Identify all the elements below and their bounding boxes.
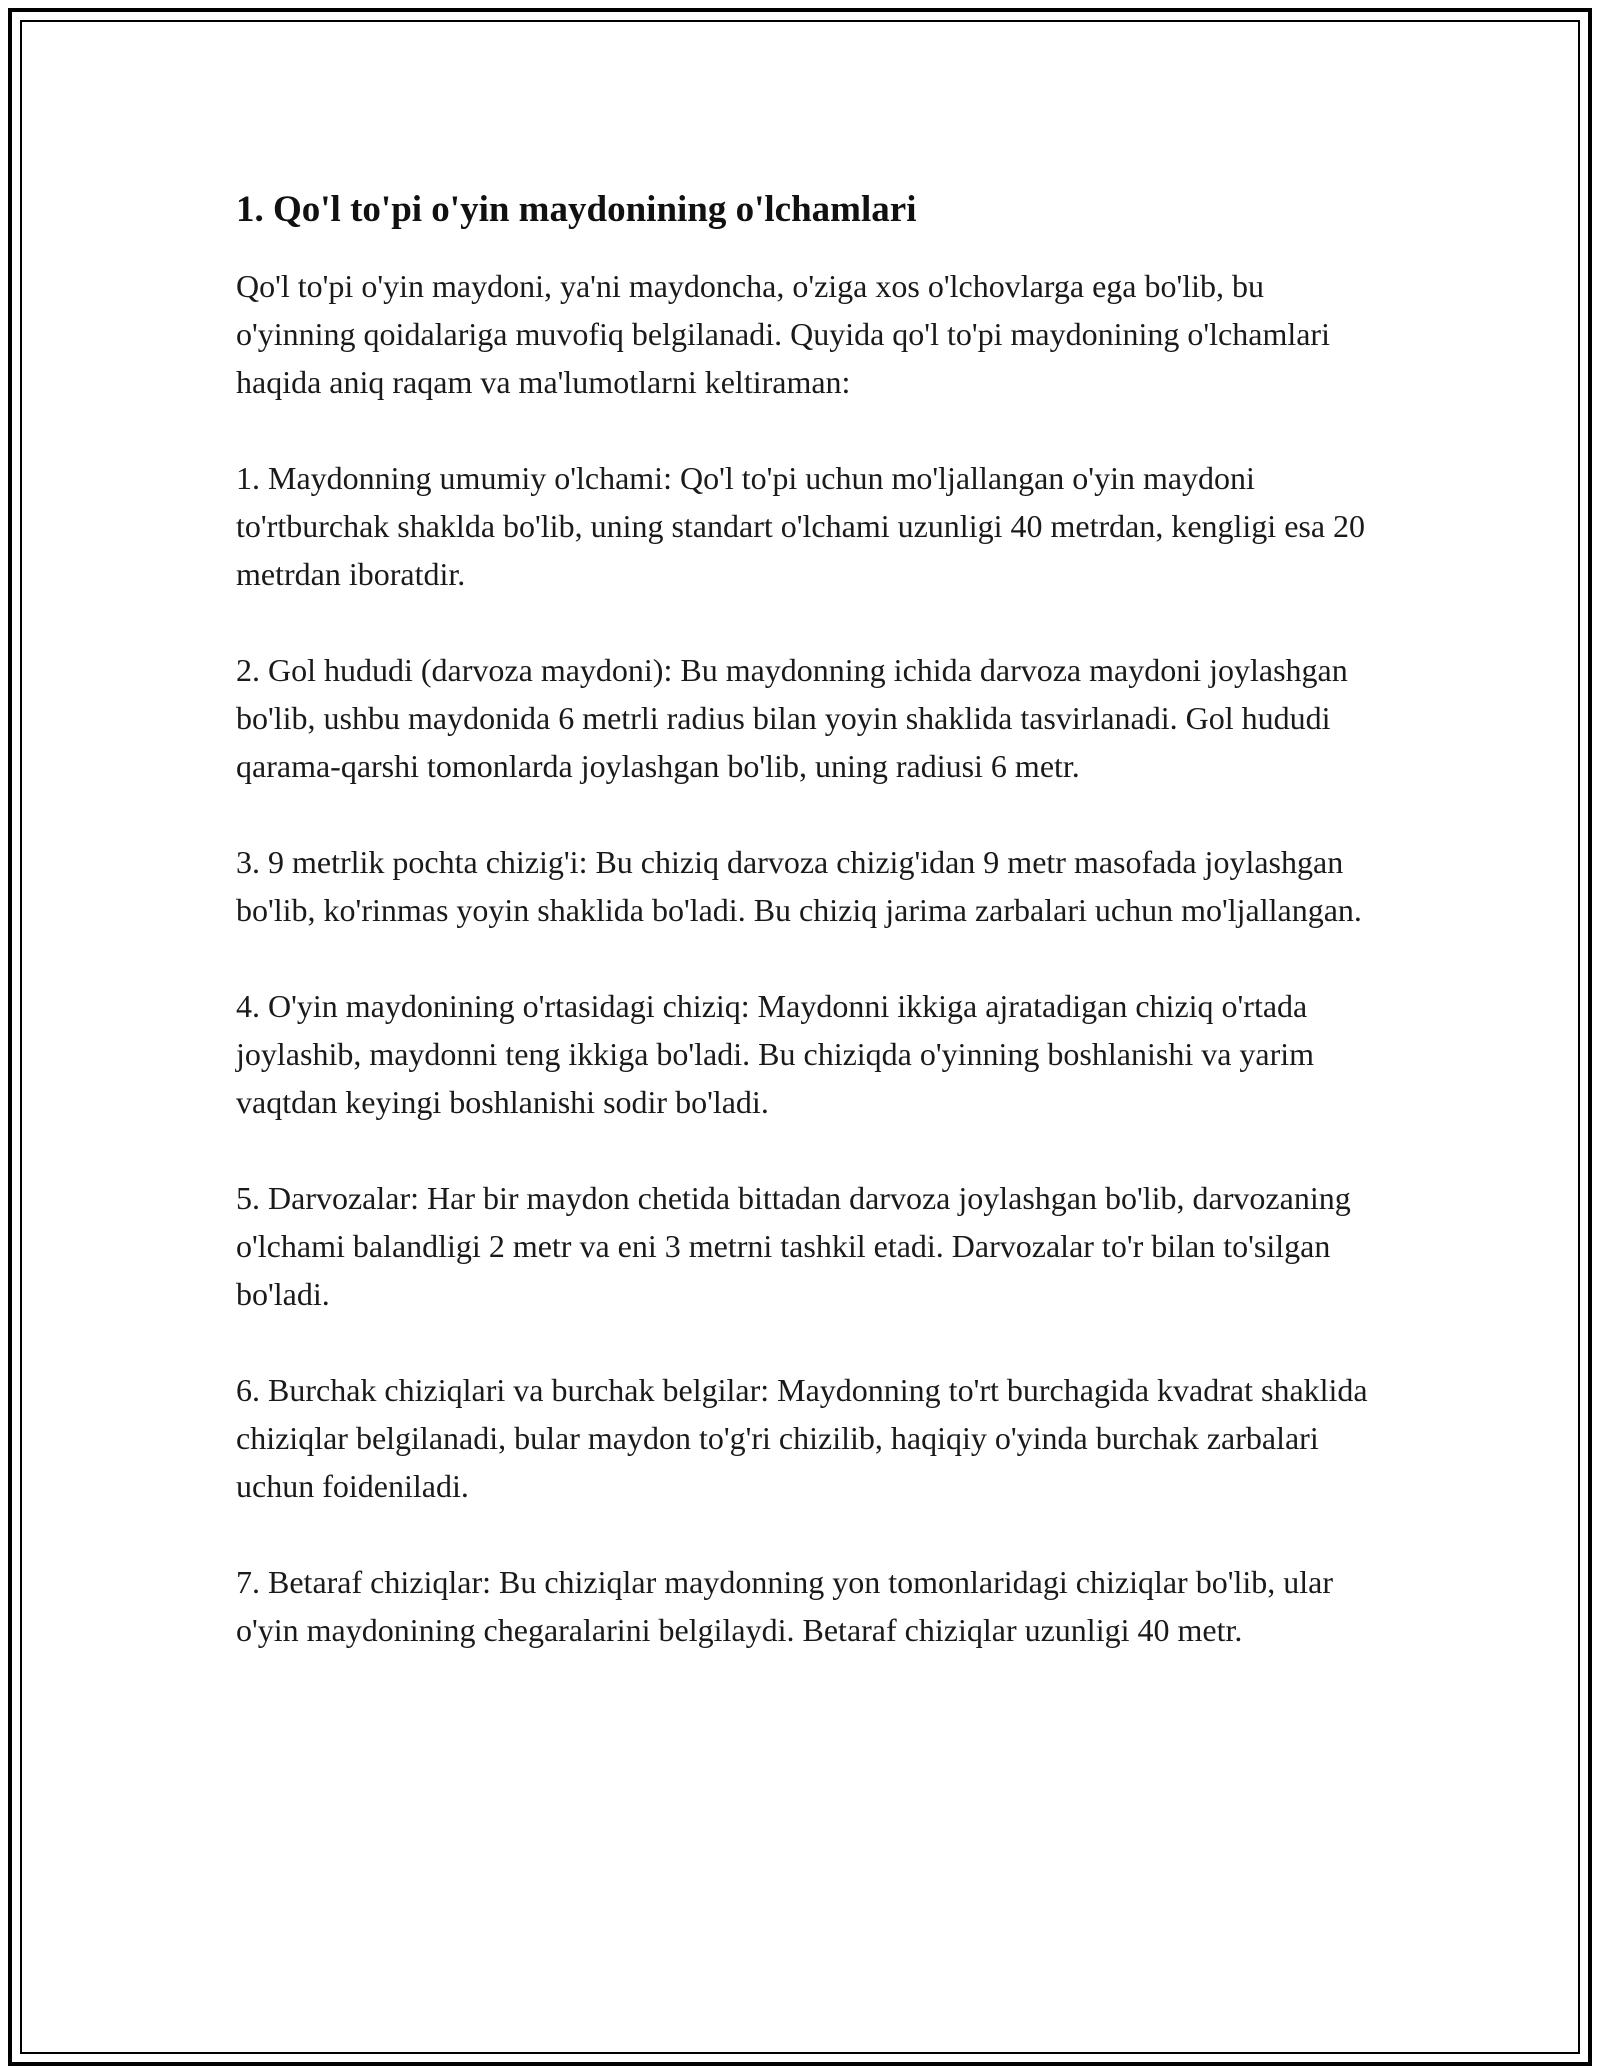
list-item: 2. Gol hududi (darvoza maydoni): Bu maydonning ichida darvoza maydoni joylashgan bo'lib, ushbu maydonida 6 metrli radius bilan yoyin shaklida tasvirlanadi. Gol hududi qarama-qarshi tomonlarda joylashgan bo'lib, uning radiusi 6 metr. [236, 652, 1348, 784]
list-item: 5. Darvozalar: Har bir maydon chetida bittadan darvoza joylashgan bo'lib, darvozaning o'lchami balandligi 2 metr va eni 3 metrni tashkil etadi. Darvozalar to'r bilan to'silgan bo'ladi. [236, 1180, 1351, 1312]
list-item: 1. Maydonning umumiy o'lchami: Qo'l to'pi uchun mo'ljallangan o'yin maydoni to'rtburchak shaklda bo'lib, uning standart o'lchami uzunligi 40 metrdan, kengligi esa 20 metrdan iboratdir. [236, 460, 1366, 592]
list-item: 4. O'yin maydonining o'rtasidagi chiziq: Maydonni ikkiga ajratadigan chiziq o'rtada joylashib, maydonni teng ikkiga bo'ladi. Bu chiziqda o'yinning boshlanishi va yarim vaqtdan keyingi boshlanishi sodir bo'ladi. [236, 988, 1315, 1120]
document-body [236, 186, 1376, 1702]
list-item: 3. 9 metrlik pochta chizig'i: Bu chiziq darvoza chizig'idan 9 metr masofada joylashgan bo'lib, ko'rinmas yoyin shaklida bo'ladi. Bu chiziq jarima zarbalari uchun mo'ljallangan. [236, 844, 1362, 928]
list-item: 7. Betaraf chiziqlar: Bu chiziqlar maydonning yon tomonlaridagi chiziqlar bo'lib, ular o'yin maydonining chegaralarini belgilaydi. Betaraf chiziqlar uzunligi 40 metr. [236, 1564, 1333, 1648]
list-item: 6. Burchak chiziqlari va burchak belgilar: Maydonning to'rt burchagida kvadrat shaklida chiziqlar belgilanadi, bular maydon to'g'ri chizilib, haqiqiy o'yinda burchak zarbalari uchun foideniladi. [236, 1372, 1368, 1504]
document-title: 1. Qo'l to'pi o'yin maydonining o'lchamlari [236, 189, 917, 230]
intro-paragraph: Qo'l to'pi o'yin maydoni, ya'ni maydoncha, o'ziga xos o'lchovlarga ega bo'lib, bu o'yinning qoidalariga muvofiq belgilanadi. Quyida qo'l to'pi maydonining o'lchamlari haqida aniq raqam va ma'lumotlarni keltiraman: [236, 268, 1330, 400]
